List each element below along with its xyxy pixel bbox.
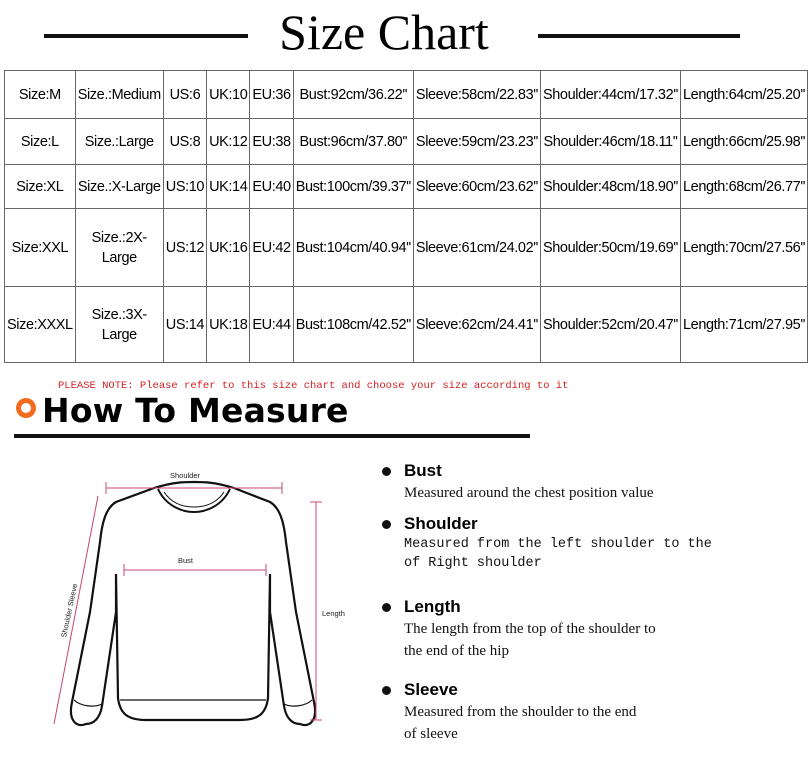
table-row xyxy=(5,287,808,363)
measure-bust xyxy=(380,460,744,504)
table-cell: Shoulder:48cm/18.90'' xyxy=(541,165,681,209)
table-cell: Sleeve:60cm/23.62'' xyxy=(413,165,540,209)
circle-bullet-icon xyxy=(16,398,36,418)
measure-length-desc-2: the end of the hip xyxy=(404,643,509,659)
table-cell: US:14 xyxy=(163,287,206,363)
title-bar xyxy=(0,4,768,64)
table-cell: US:12 xyxy=(163,209,206,287)
table-cell: Size.:Medium xyxy=(75,71,163,119)
table-cell: Bust:108cm/42.52'' xyxy=(293,287,413,363)
table-cell: Length:68cm/26.77'' xyxy=(680,165,807,209)
shoulder-sleeve-label: Shoulder Sleeve xyxy=(59,582,80,639)
bullet-icon xyxy=(382,603,391,612)
measure-sleeve-title: Sleeve xyxy=(404,680,458,699)
measure-shoulder xyxy=(380,513,744,573)
table-cell: UK:18 xyxy=(207,287,250,363)
measure-sleeve xyxy=(380,679,744,745)
table-cell: Length:66cm/25.98'' xyxy=(680,119,807,165)
table-cell: UK:16 xyxy=(207,209,250,287)
table-cell: EU:38 xyxy=(250,119,293,165)
bullet-icon xyxy=(382,520,391,529)
title-rule-right xyxy=(538,34,740,38)
measure-shoulder-desc-2: of Right shoulder xyxy=(404,556,542,571)
size-chart-table xyxy=(4,70,808,363)
table-row xyxy=(5,165,808,209)
table-cell: Sleeve:61cm/24.02'' xyxy=(413,209,540,287)
table-cell: EU:42 xyxy=(250,209,293,287)
table-cell: UK:12 xyxy=(207,119,250,165)
table-row xyxy=(5,119,808,165)
bust-label: Bust xyxy=(178,556,194,565)
table-cell: UK:14 xyxy=(207,165,250,209)
table-cell: Size.:Large xyxy=(75,119,163,165)
measure-length xyxy=(380,596,744,662)
bullet-icon xyxy=(382,686,391,695)
table-cell: Size:M xyxy=(5,71,76,119)
size-note: PLEASE NOTE: Please refer to this size chart and choose your size according to it xyxy=(58,380,569,392)
table-cell: EU:40 xyxy=(250,165,293,209)
table-cell: US:10 xyxy=(163,165,206,209)
table-cell: Size:XL xyxy=(5,165,76,209)
table-cell: Size.:X-Large xyxy=(75,165,163,209)
table-cell: Shoulder:46cm/18.11'' xyxy=(541,119,681,165)
table-cell: Shoulder:52cm/20.47'' xyxy=(541,287,681,363)
sweater-outline xyxy=(71,482,315,725)
how-to-measure-title: How To Measure xyxy=(42,391,349,430)
table-row xyxy=(5,71,808,119)
measure-sleeve-desc-1: Measured from the shoulder to the end xyxy=(404,704,637,720)
table-cell: Bust:92cm/36.22'' xyxy=(293,71,413,119)
table-cell: Shoulder:44cm/17.32'' xyxy=(541,71,681,119)
table-cell: Size.:3X-Large xyxy=(75,287,163,363)
table-cell: Sleeve:58cm/22.83'' xyxy=(413,71,540,119)
table-cell: Length:64cm/25.20'' xyxy=(680,71,807,119)
shoulder-label: Shoulder xyxy=(170,471,201,480)
table-cell: EU:44 xyxy=(250,287,293,363)
table-cell: Length:70cm/27.56'' xyxy=(680,209,807,287)
table-cell: Sleeve:59cm/23.23'' xyxy=(413,119,540,165)
table-row xyxy=(5,209,808,287)
measure-shoulder-title: Shoulder xyxy=(404,514,478,533)
table-cell: EU:36 xyxy=(250,71,293,119)
sweater-diagram xyxy=(34,462,354,762)
table-cell: US:6 xyxy=(163,71,206,119)
size-chart-body xyxy=(5,71,808,363)
table-cell: Size.:2X-Large xyxy=(75,209,163,287)
table-cell: Size:XXXL xyxy=(5,287,76,363)
measure-shoulder-desc-1: Measured from the left shoulder to the xyxy=(404,537,712,552)
measure-length-desc-1: The length from the top of the shoulder to xyxy=(404,621,656,637)
table-cell: Size:XXL xyxy=(5,209,76,287)
table-cell: Shoulder:50cm/19.69'' xyxy=(541,209,681,287)
table-cell: Bust:100cm/39.37'' xyxy=(293,165,413,209)
table-cell: US:8 xyxy=(163,119,206,165)
bullet-icon xyxy=(382,467,391,476)
measure-bust-desc: Measured around the chest position value xyxy=(404,485,654,501)
measure-length-title: Length xyxy=(404,597,461,616)
table-cell: Length:71cm/27.95'' xyxy=(680,287,807,363)
table-cell: UK:10 xyxy=(207,71,250,119)
how-to-rule xyxy=(14,434,530,438)
table-cell: Bust:96cm/37.80'' xyxy=(293,119,413,165)
table-cell: Bust:104cm/40.94'' xyxy=(293,209,413,287)
table-cell: Size:L xyxy=(5,119,76,165)
length-label: Length xyxy=(322,609,345,618)
measure-sleeve-desc-2: of sleeve xyxy=(404,726,458,742)
page-title: Size Chart xyxy=(279,4,489,60)
measure-bust-title: Bust xyxy=(404,461,442,480)
table-cell: Sleeve:62cm/24.41'' xyxy=(413,287,540,363)
